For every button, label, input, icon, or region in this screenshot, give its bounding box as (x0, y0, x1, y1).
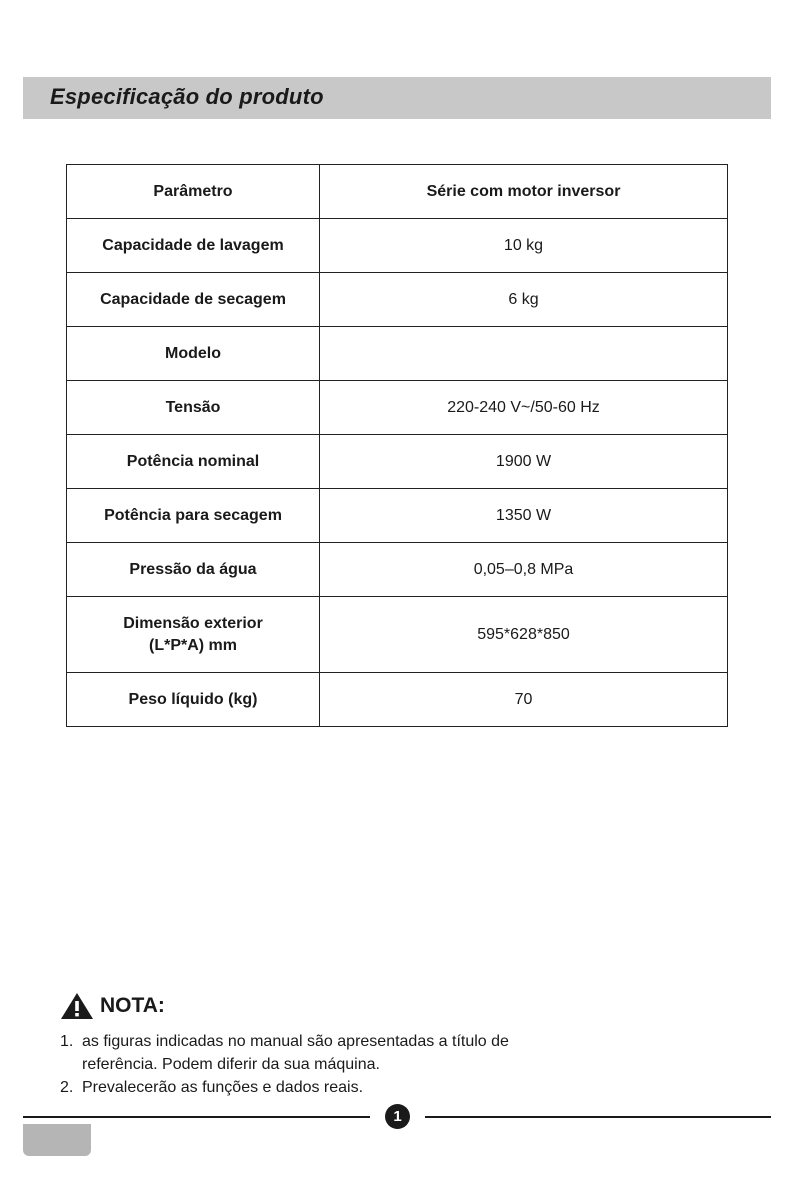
table-row (67, 489, 728, 543)
table-row (67, 273, 728, 327)
row-label: Modelo (67, 327, 320, 381)
row-value: 595*628*850 (320, 597, 728, 673)
row-label: Pressão da água (67, 543, 320, 597)
footer-rule-right (425, 1116, 771, 1118)
list-item-line: referência. Podem diferir da sua máquina. (82, 1056, 380, 1073)
row-value: 10 kg (320, 219, 728, 273)
table-header-row (67, 165, 728, 219)
list-item-number: 1. (60, 1033, 74, 1050)
table-row (67, 673, 728, 727)
row-label: Potência para secagem (67, 489, 320, 543)
table-row (67, 543, 728, 597)
list-item-line: as figuras indicadas no manual são apresentadas a título de (82, 1033, 509, 1050)
row-label-line: Dimensão exterior (123, 614, 263, 632)
row-label: Capacidade de lavagem (67, 219, 320, 273)
list-item (60, 1076, 740, 1099)
row-value: 0,05–0,8 MPa (320, 543, 728, 597)
list-item-line: Prevalecerão as funções e dados reais. (82, 1079, 364, 1096)
row-value: 6 kg (320, 273, 728, 327)
footer-rule-left (23, 1116, 370, 1118)
row-label (67, 597, 320, 673)
row-label: Tensão (67, 381, 320, 435)
note-section (60, 992, 740, 1099)
specification-table (66, 164, 728, 727)
row-value: 1900 W (320, 435, 728, 489)
note-label: NOTA: (100, 994, 165, 1017)
row-value (320, 327, 728, 381)
table-row (67, 597, 728, 673)
row-label: Potência nominal (67, 435, 320, 489)
table-row (67, 219, 728, 273)
list-item (60, 1030, 740, 1076)
list-item-text (82, 1076, 363, 1099)
row-label: Peso líquido (kg) (67, 673, 320, 727)
row-label: Capacidade de secagem (67, 273, 320, 327)
row-value: 70 (320, 673, 728, 727)
note-list (60, 1030, 740, 1099)
column-header-series: Série com motor inversor (320, 165, 728, 219)
table-row (67, 327, 728, 381)
row-label-line: (L*P*A) mm (148, 636, 237, 654)
row-value: 220-240 V~/50-60 Hz (320, 381, 728, 435)
warning-icon (60, 992, 94, 1020)
list-item-text (82, 1030, 509, 1076)
row-value: 1350 W (320, 489, 728, 543)
section-title: Especificação do produto (50, 84, 324, 109)
list-item-number: 2. (60, 1079, 74, 1096)
note-heading (60, 992, 740, 1020)
table-row (67, 381, 728, 435)
footer-tab (23, 1124, 91, 1156)
section-header (23, 77, 771, 119)
table-row (67, 435, 728, 489)
page-number: 1 (385, 1104, 410, 1129)
column-header-parameter: Parâmetro (67, 165, 320, 219)
